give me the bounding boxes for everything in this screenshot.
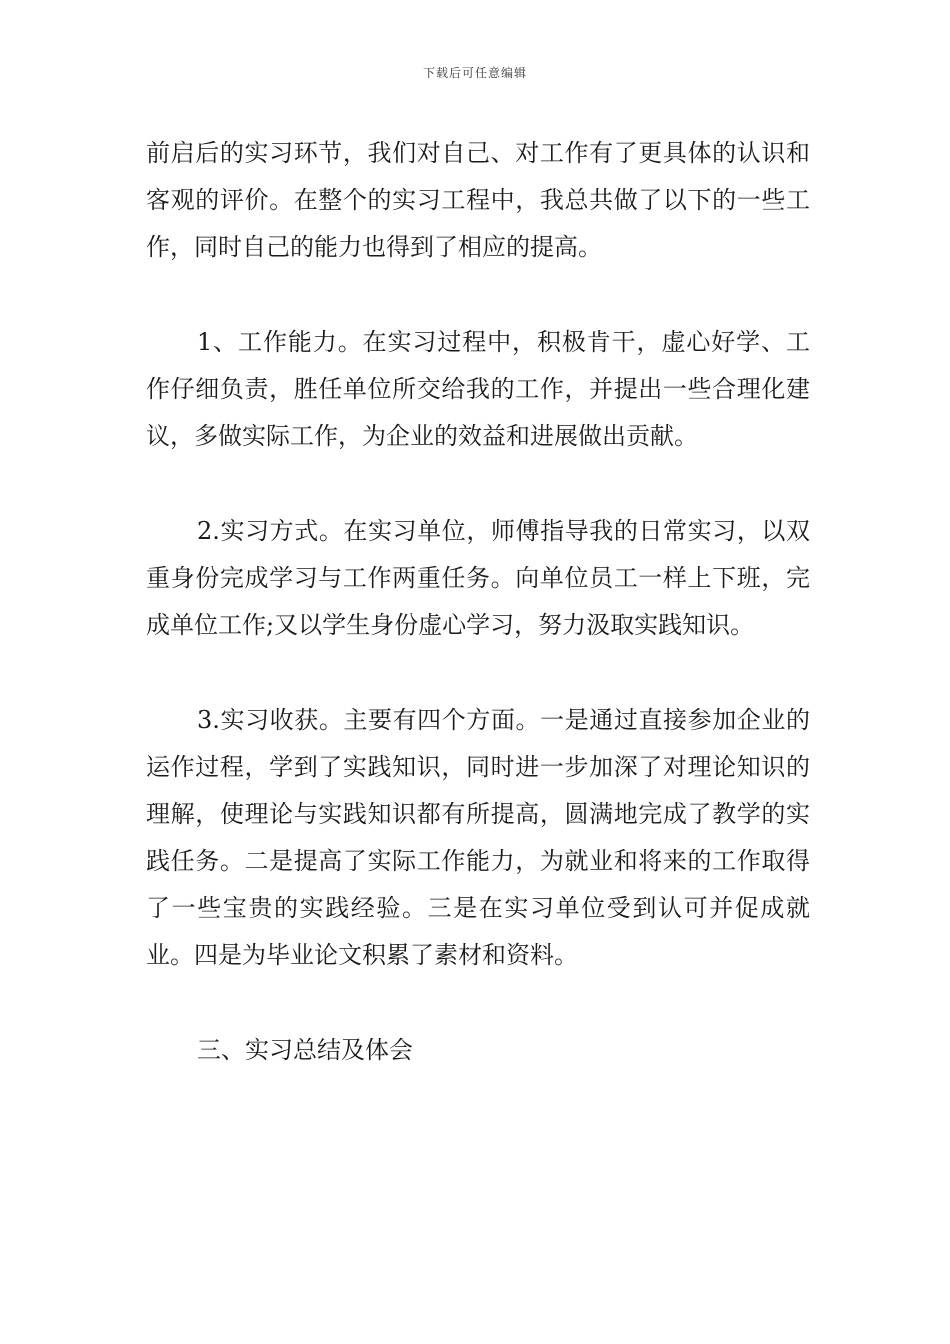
document-body bbox=[146, 130, 810, 1074]
paragraph-internship-gains: 3.实习收获。主要有四个方面。一是通过直接参加企业的运作过程，学到了实践知识，同时进一步加深了对理论知识的理解，使理论与实践知识都有所提高，圆满地完成了教学的实践任务。二是提高了实际工作能力，为就业和将来的工作取得了一些宝贵的实践经验。三是在实习单位受到认可并促成就业。四是为毕业论文积累了素材和资料。 bbox=[146, 706, 810, 969]
paragraph-internship-method: 2.实习方式。在实习单位，师傅指导我的日常实习，以双重身份完成学习与工作两重任务。向单位员工一样上下班，完成单位工作;又以学生身份虚心学习，努力汲取实践知识。 bbox=[146, 517, 810, 639]
paragraph-work-ability: 1、工作能力。在实习过程中，积极肯干，虚心好学、工作仔细负责，胜任单位所交给我的工作，并提出一些合理化建议，多做实际工作，为企业的效益和进展做出贡献。 bbox=[146, 328, 810, 450]
page-header-note: 下载后可任意编辑 bbox=[422, 66, 527, 80]
section-heading-summary: 三、实习总结及体会 bbox=[197, 1036, 413, 1064]
paragraph-intro: 前启后的实习环节，我们对自己、对工作有了更具体的认识和客观的评价。在整个的实习工程中，我总共做了以下的一些工作，同时自己的能力也得到了相应的提高。 bbox=[146, 139, 810, 261]
